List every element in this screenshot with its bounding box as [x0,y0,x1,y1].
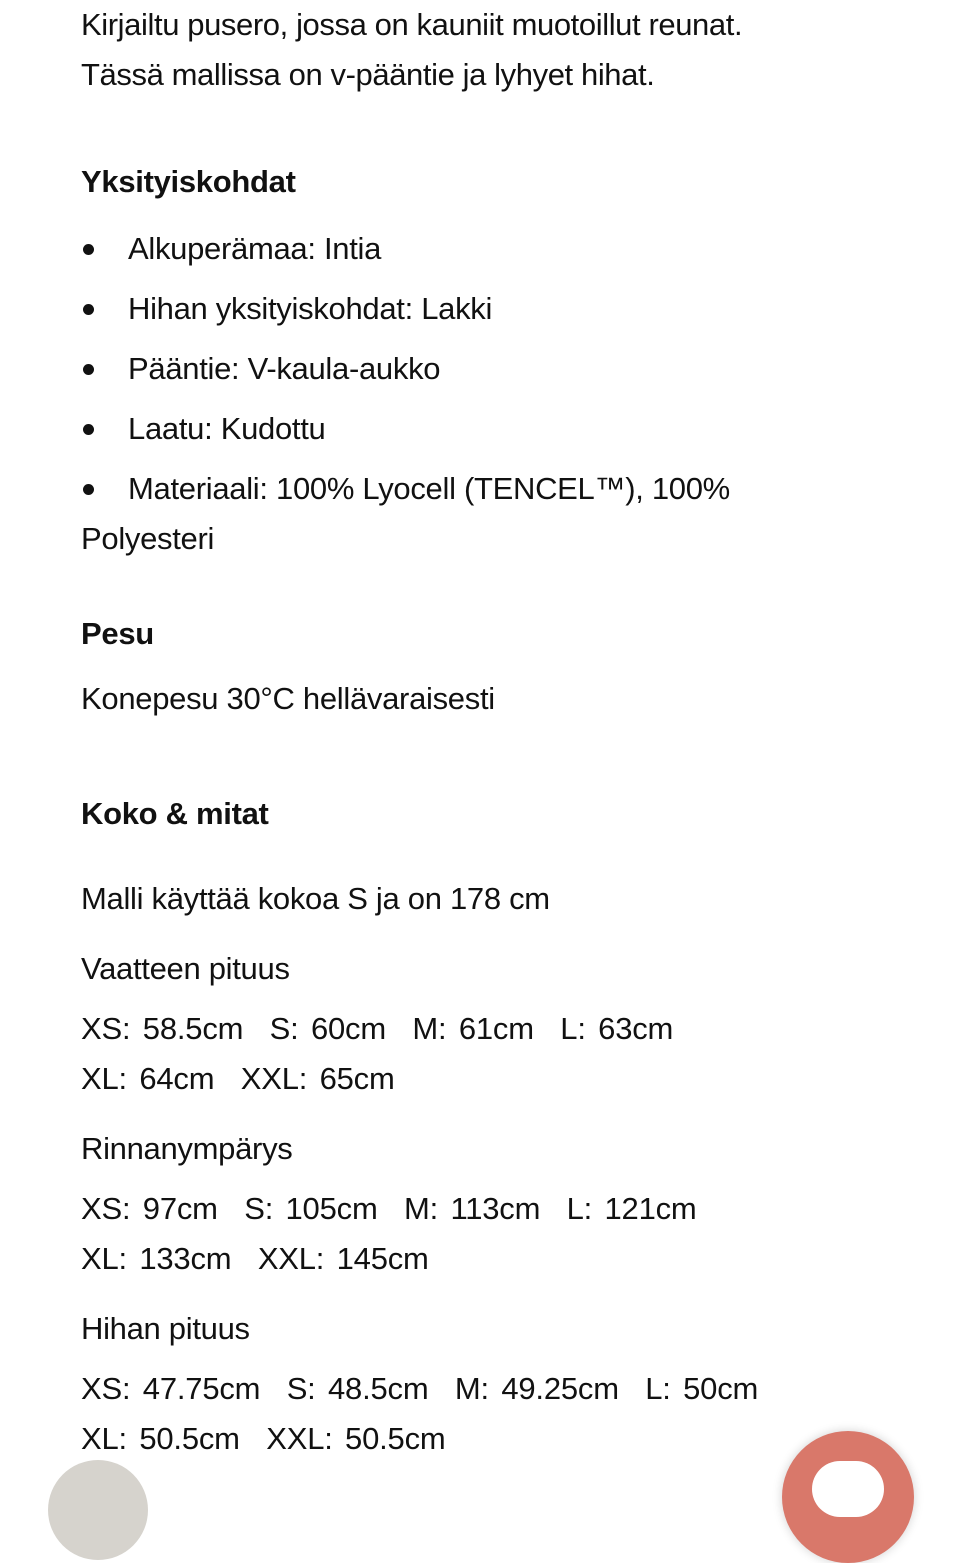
size-heading: Koko & mitat [81,796,269,831]
bullet-icon [83,484,94,495]
list-item: Hihan yksityiskohdat: Lakki [81,284,881,334]
measurement-values-chest: XS: 97cm S: 105cm M: 113cm L: 121cm XL: 133cm XXL: 145cm [81,1191,697,1276]
chat-icon [812,1461,884,1517]
measurement-values-length: XS: 58.5cm S: 60cm M: 61cm L: 63cm XL: 64cm XXL: 65cm [81,1011,674,1096]
intro-line-1: Kirjailtu pusero, jossa on kauniit muotoillut reunat. [81,7,743,42]
intro-line-2: Tässä mallissa on v-pääntie ja lyhyet hihat. [81,57,655,92]
product-description [81,0,881,1464]
list-item: Materiaali: 100% Lyocell (TENCEL™), 100% Polyesteri [81,471,730,556]
intro-text [81,0,881,100]
bullet-icon [83,244,94,255]
list-item: Pääntie: V-kaula-aukko [81,344,881,394]
model-note: Malli käyttää kokoa S ja on 178 cm [81,881,550,916]
bullet-icon [83,424,94,435]
care-text: Konepesu 30°C hellävaraisesti [81,681,495,716]
bullet-icon [83,304,94,315]
round-button-icon[interactable] [48,1460,148,1560]
measurement-label-sleeve: Hihan pituus [81,1311,250,1346]
details-list [81,224,881,564]
details-heading: Yksityiskohdat [81,164,296,199]
care-heading: Pesu [81,616,154,651]
measurement-label-length: Vaatteen pituus [81,951,290,986]
measurement-values-sleeve: XS: 47.75cm S: 48.5cm M: 49.25cm L: 50cm XL: 50.5cm XXL: 50.5cm [81,1371,759,1456]
list-item: Laatu: Kudottu [81,404,881,454]
measurement-label-chest: Rinnanympärys [81,1131,293,1166]
chat-button[interactable] [782,1431,914,1563]
list-item: Alkuperämaa: Intia [81,224,881,274]
bullet-icon [83,364,94,375]
